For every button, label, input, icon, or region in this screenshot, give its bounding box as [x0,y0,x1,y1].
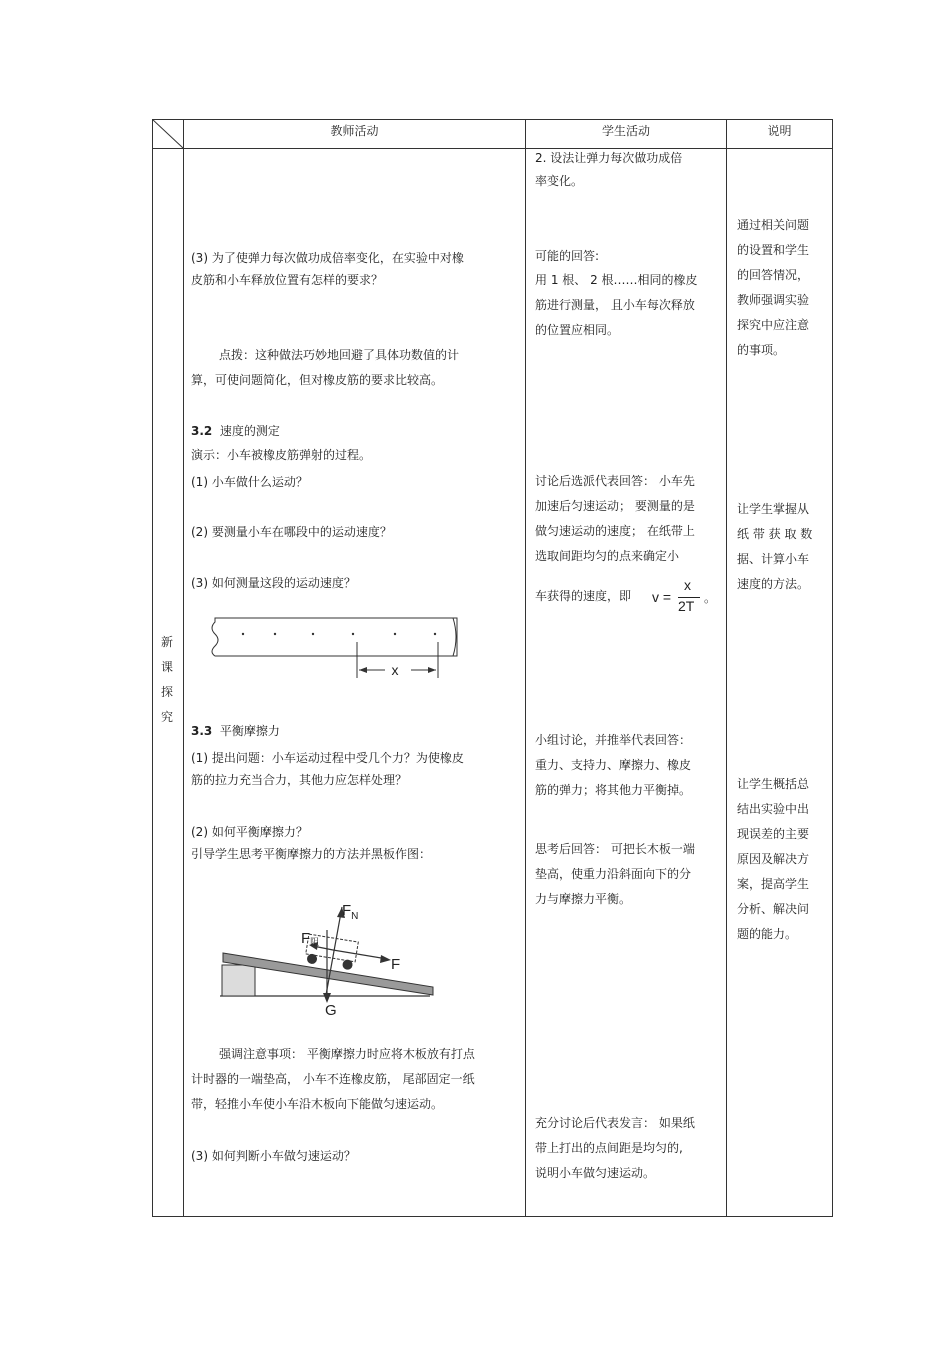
ticker-tape-diagram [205,612,465,682]
formula-numerator: x [684,577,691,593]
header-note: 说明 [767,124,792,138]
note-line: 题的能力。 [737,927,798,941]
student-discussion-line: 车获得的速度，即 [535,589,632,603]
teacher-hint-line: 点拨：这种做法巧妙地回避了具体功数值的计 [219,348,460,362]
teacher-question: (3) 如何判断小车做匀速运动？ [191,1149,356,1163]
label-f: F [391,956,401,973]
teacher-emphasis-line: 带，轻推小车使小车沿木板向下能做匀速运动。 [191,1097,444,1111]
student-group-line: 小组讨论，并推举代表回答： [535,733,692,747]
student-answer-label: 可能的回答: [535,249,600,263]
table-col-divider-2 [525,119,526,1217]
student-item2-line: 2. 设法让弹力每次做功成倍 [535,151,683,165]
pull-force-arrow-head [380,955,391,963]
tape-dot [312,633,314,635]
tape-x-label: x [391,662,399,678]
table-top-border [152,119,833,120]
tape-dot [434,633,436,635]
tape-dot [274,633,276,635]
table-col-divider-3 [726,119,727,1217]
student-answer-line: 用 1 根、 2 根……相同的橡皮 [535,273,698,287]
velocity-formula [652,577,722,617]
student-full-discussion-line: 充分讨论后代表发言： 如果纸 [535,1116,695,1130]
teacher-hint-line: 算，可使问题简化，但对橡皮筋的要求比较高。 [191,373,444,387]
tape-dot [394,633,396,635]
note-line: 分析、解决问 [737,902,810,916]
note-line: 速度的方法。 [737,577,810,591]
formula-v: v = [652,589,672,605]
note-line: 教师强调实验 [737,293,810,307]
support-block [222,965,255,996]
teacher-guide-text: 引导学生思考平衡摩擦力的方法并黑板作图： [191,847,432,861]
table-left-border [152,119,153,1217]
note-line: 原因及解决方 [737,852,810,866]
section-label-char: 究 [160,710,173,724]
teacher-emphasis-line: 计时器的一端垫高， 小车不连橡皮筋， 尾部固定一纸 [191,1072,475,1086]
note-line: 的设置和学生 [737,243,810,257]
note-line: 纸 带 获 取 数 [737,527,813,541]
label-fn: $F_N$ [342,902,359,922]
teacher-question: (1) 提出问题：小车运动过程中受几个力？为使橡皮 [191,751,464,765]
note-line: 探究中应注意 [737,318,810,332]
student-discussion-line: 讨论后选派代表回答： 小车先 [535,474,695,488]
header-teacher-activity: 教师活动 [330,124,379,138]
student-discussion-line: 选取间距均匀的点来确定小 [535,549,680,563]
tape-dot [242,633,244,635]
student-think-line: 垫高，使重力沿斜面向下的分 [535,867,692,881]
student-group-line: 重力、支持力、摩擦力、橡皮 [535,758,692,772]
section-label-char: 探 [160,685,173,699]
tape-dot [352,633,354,635]
note-line: 让学生概括总 [737,777,810,791]
formula-denominator: 2T [678,598,695,614]
student-group-line: 筋的弹力；将其他力平衡掉。 [535,783,692,797]
teacher-question: (3) 如何测量这段的运动速度？ [191,576,356,590]
teacher-question: (1) 小车做什么运动？ [191,475,308,489]
note-line: 通过相关问题 [737,218,810,232]
student-answer-line: 筋进行测量， 且小车每次释放 [535,298,695,312]
student-think-line: 思考后回答： 可把长木板一端 [535,842,695,856]
student-full-discussion-line: 说明小车做匀速运动。 [535,1166,656,1180]
note-line: 现误差的主要 [737,827,810,841]
section-label-char: 课 [160,660,173,674]
student-think-line: 力与摩擦力平衡。 [535,892,632,906]
table-bottom-border [152,1216,833,1217]
teacher-demo-text: 演示：小车被橡皮筋弹射的过程。 [191,448,372,462]
tape-arrow-head [428,667,436,673]
note-line: 的事项。 [737,343,786,357]
table-right-border [832,119,833,1217]
table-col-divider-1 [183,119,184,1217]
section-title: 速度的测定 [219,424,280,438]
incline-force-diagram [215,895,440,1020]
tape-right-edge [453,618,456,656]
formula-period: 。 [704,591,717,605]
teacher-question: 筋的拉力充当合力，其他力应怎样处理？ [191,773,408,787]
note-line: 结出实验中出 [737,802,810,816]
teacher-q3-line: (3) 为了使弹力每次做功成倍率变化，在实验中对橡 [191,251,464,265]
section-3-2-heading [191,419,280,444]
student-full-discussion-line: 带上打出的点间距是均匀的, [535,1141,683,1155]
teacher-emphasis-line: 强调注意事项： 平衡摩擦力时应将木板放有打点 [219,1047,475,1061]
section-3-3-heading [191,719,280,744]
section-number: 3.3 [191,724,213,738]
header-student-activity: 学生活动 [601,124,650,138]
teacher-question: (2) 如何平衡摩擦力？ [191,825,308,839]
header-diagonal-line [152,119,184,149]
section-title: 平衡摩擦力 [219,724,280,738]
student-discussion-line: 做匀速运动的速度； 在纸带上 [535,524,695,538]
student-item2-line: 率变化。 [535,174,584,188]
student-discussion-line: 加速后匀速运动； 要测量的是 [535,499,695,513]
note-line: 的回答情况， [737,268,810,282]
student-answer-line: 的位置应相同。 [535,323,620,337]
label-f-friction: F阻 [301,930,320,947]
section-number: 3.2 [191,424,213,438]
note-line: 案，提高学生 [737,877,810,891]
teacher-q3-line: 皮筋和小车释放位置有怎样的要求？ [191,273,384,287]
section-label-char: 新 [160,635,173,649]
table-header-divider [152,148,833,149]
note-line: 据、计算小车 [737,552,810,566]
teacher-question: (2) 要测量小车在哪段中的运动速度？ [191,525,392,539]
tape-arrow-head [359,667,367,673]
note-line: 让学生掌握从 [737,502,810,516]
tape-outline [212,618,457,656]
label-g: G [325,1002,337,1019]
